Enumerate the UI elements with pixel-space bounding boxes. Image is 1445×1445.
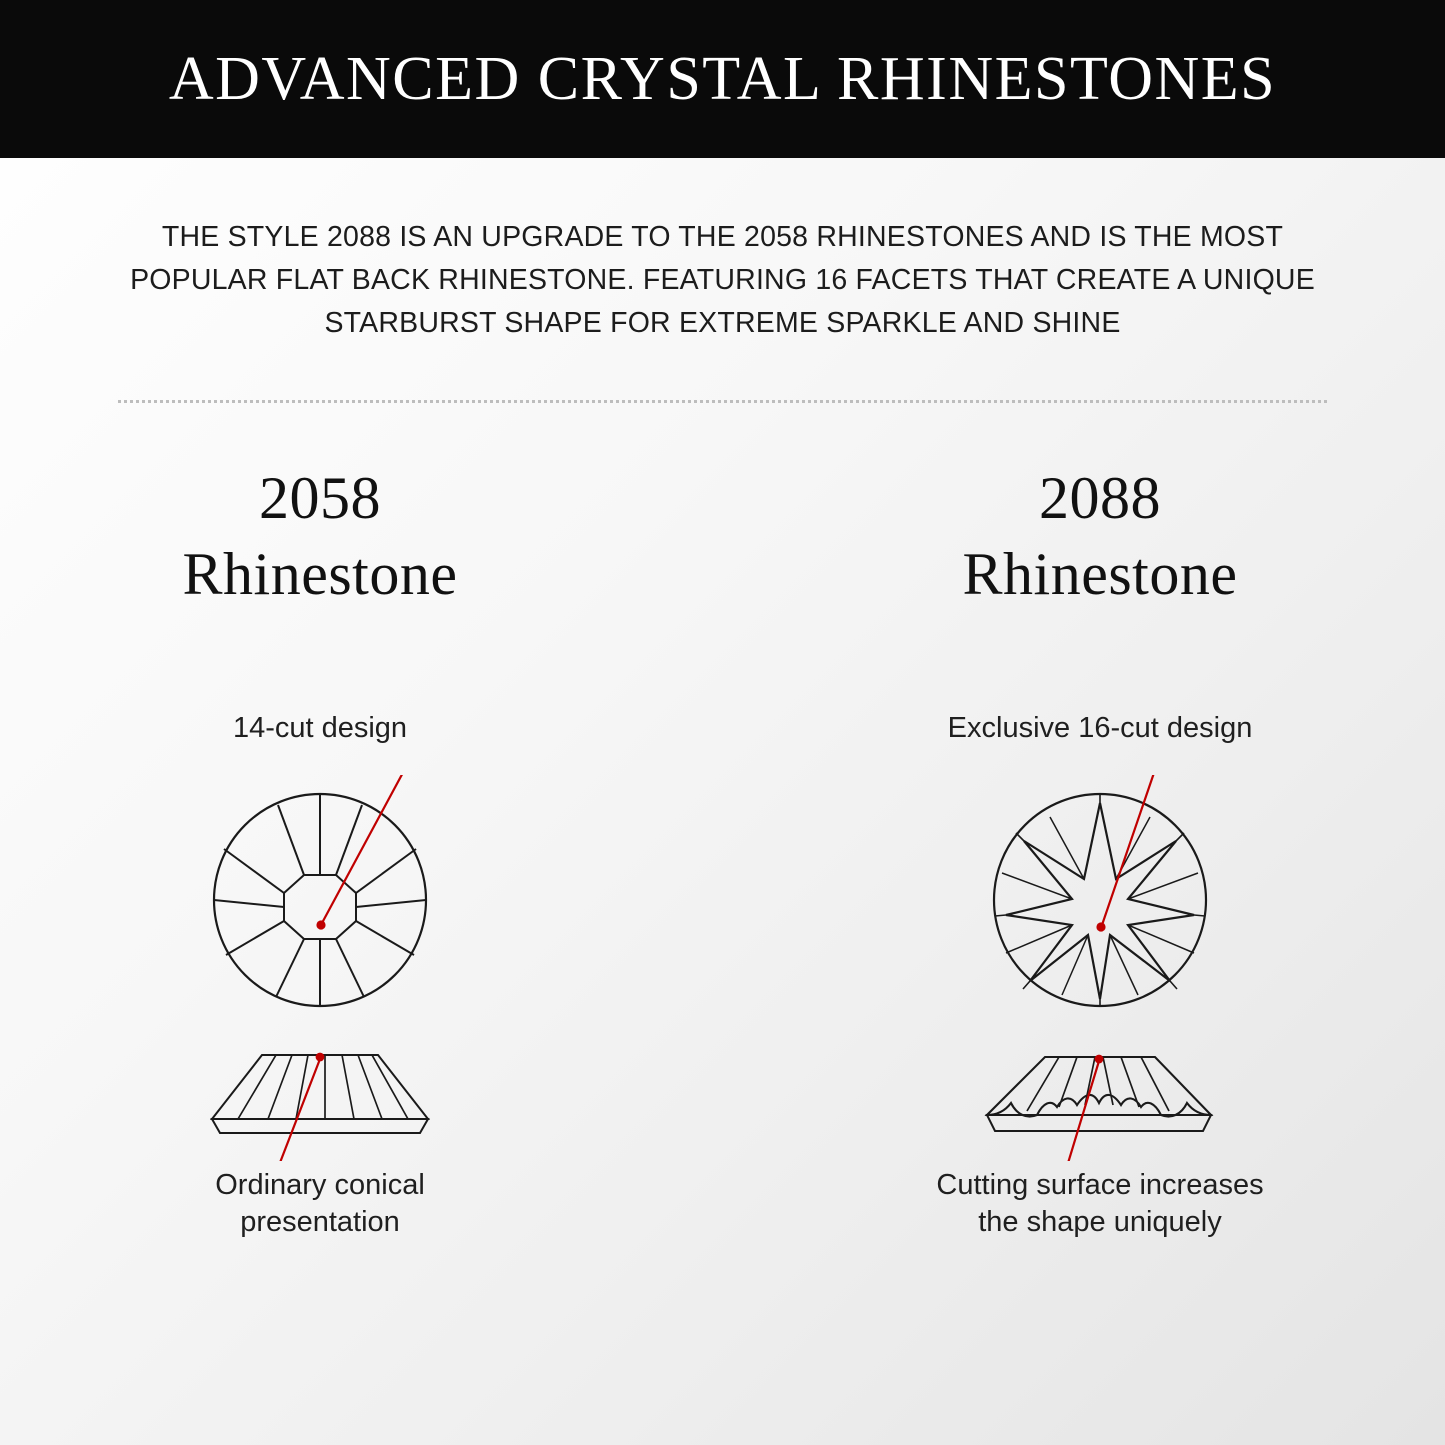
caption-bottom-left (10, 1167, 630, 1241)
column-name: Rhinestone (182, 541, 458, 607)
dotted-divider (118, 400, 1327, 403)
caption-top-right: Exclusive 16-cut design (947, 712, 1253, 744)
caption-bottom-right-line1: Cutting surface increases (936, 1169, 1264, 1201)
column-2088 (790, 460, 1410, 1340)
rhinestone-top-view-16-cut-starburst-icon (790, 771, 1410, 1019)
rhinestone-top-view-14-cut-icon (10, 771, 630, 1019)
column-title-2088 (790, 460, 1410, 612)
caption-bottom-right (790, 1167, 1410, 1241)
column-name: Rhinestone (962, 541, 1238, 607)
caption-bottom-right-line2: the shape uniquely (978, 1206, 1222, 1238)
page-title: ADVANCED CRYSTAL RHINESTONES (168, 44, 1277, 113)
caption-top-left: 14-cut design (232, 712, 408, 744)
intro-paragraph: THE STYLE 2088 IS AN UPGRADE TO THE 2058 RHINESTONES AND IS THE MOST POPULAR FLAT BACK RHINESTONE. FEATURING 16 FACETS THAT CREATE A UNIQUE STARBURST SHAPE FOR EXTREME SPARKLE AND SHINE (130, 221, 1315, 339)
column-number: 2058 (259, 465, 381, 531)
header-band (0, 0, 1445, 158)
column-number: 2088 (1039, 465, 1161, 531)
rhinestone-side-view-starburst-icon (790, 1041, 1410, 1161)
caption-bottom-left-line1: Ordinary conical (215, 1169, 425, 1201)
column-2058 (10, 460, 630, 1340)
column-title-2058 (10, 460, 630, 612)
caption-bottom-left-line2: presentation (240, 1206, 400, 1238)
rhinestone-side-view-conical-icon (10, 1041, 630, 1161)
